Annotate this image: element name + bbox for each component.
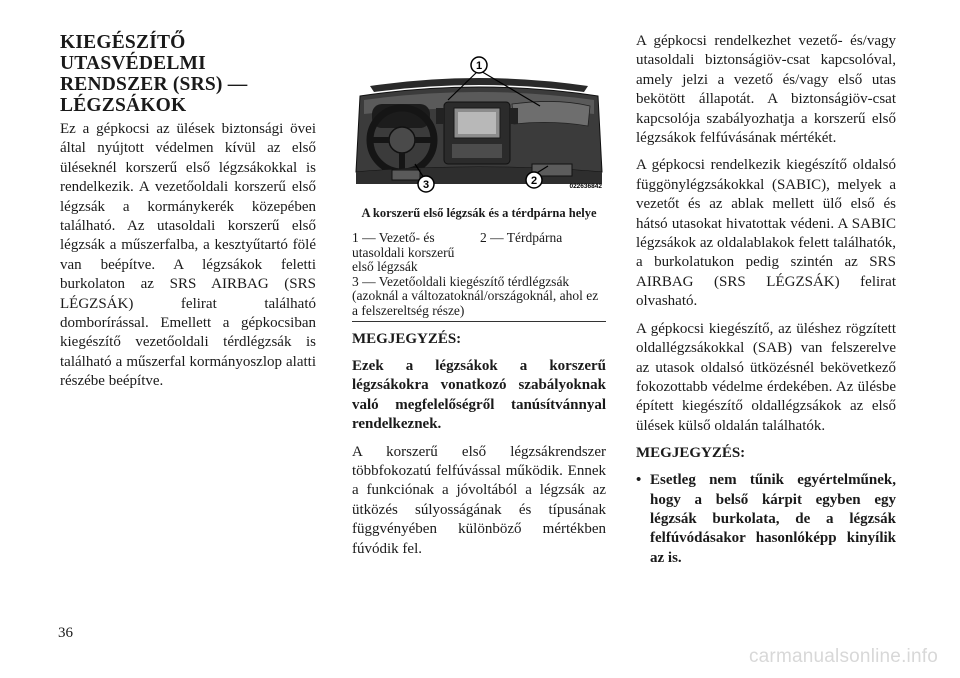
intro-paragraph: Ez a gépkocsi az ülések biztonsági övei által nyújtott védelmen kívül az első üléseknél korszerű első légzsákokkal is rendelkezik. A vezetőoldali korszerű első légzsák a kormánykerék közepében található. Az utasoldali korszerű első légzsák a műszerfalba, a kesztyűtartó fölé van beépítve. A légzsákok feletti burkolaton az SRS AIRBAG (SRS LÉGZSÁK) felirat található domborírással. Emellett a gépkocsiban kiegészítő vezetőoldali térdlégzsák is található a műszerfal kormányoszlop alatti részébe beépítve. — [60, 121, 316, 390]
sabic-paragraph: A gépkocsi rendelkezik kiegészítő oldalsó függönylégzsákokkal (SABIC), melyek a vezetőt és az ablak mellett ülő első és hátsó utasokat hivatottak védeni. A SABIC légzsákok az oldalablakok felett találhatók, a burkolatukon pedig szintén az SRS AIRBAG (SRS LÉGZSÁK) felirat olvasható. — [636, 157, 896, 310]
page-number: 36 — [58, 625, 73, 641]
section-title — [60, 32, 316, 116]
callout-2-label: 2 — [530, 175, 538, 187]
left-column — [60, 32, 316, 392]
figure-legend — [352, 231, 606, 322]
legend-item-2: 2 — Térdpárna — [480, 230, 563, 245]
callout-3-label: 3 — [422, 179, 430, 191]
figure-code: 022636842 — [569, 183, 602, 190]
legend-item-1: 1 — Vezető- és utasoldali korszerű első légzsák — [352, 230, 455, 274]
legend-divider — [352, 321, 606, 322]
note-heading-2: MEGJEGYZÉS: — [636, 445, 746, 462]
callout-1-label: 1 — [475, 60, 483, 72]
title-line: UTASVÉDELMI — [60, 53, 206, 74]
dashboard-illustration — [352, 52, 606, 202]
note-bullet — [636, 471, 896, 568]
dashboard-figure — [352, 52, 606, 202]
title-line: RENDSZER (SRS) — — [60, 74, 248, 95]
right-column — [636, 32, 896, 568]
watermark: carmanualsonline.info — [748, 646, 938, 667]
note-body: Ezek a légzsákok a korszerű légzsákokra vonatkozó szabályoknak való megfelelőségről tanúsítvánnyal rendelkeznek. — [352, 358, 606, 433]
title-line: KIEGÉSZÍTŐ — [60, 32, 186, 53]
legend-item-3: 3 — Vezetőoldali kiegészítő térdlégzsák (azoknál a változatoknál/országoknál, ahol ez a felszereltség része) — [352, 273, 599, 318]
figure-caption: A korszerű első légzsák és a térdpárna helye — [361, 206, 597, 220]
seatbelt-switch-paragraph: A gépkocsi rendelkezhet vezető- és/vagy utasoldali biztonságiöv-csat kapcsolóval, amely jelzi a vezető és/vagy első utas bekötött állapotát. A biztonságiöv-csat kapcsolója szabályozhatja a korszerű első légzsákok felfúvásának mértékét. — [636, 33, 896, 147]
bullet-icon: • — [636, 472, 642, 489]
bullet-text: Esetleg nem tűnik egyértelműnek, hogy a belső kárpit egyben egy légzsák burkolata, de a légzsák felfúvódásakor hasonlóképp kinyílik az is. — [650, 472, 896, 566]
multistage-paragraph: A korszerű első légzsákrendszer többfokozatú felfúvással működik. Ennek a funkciónak a jóvoltából a légzsák az ütközés súlyosságának és típusának függvényében különböző mértékben fúvódik fel. — [352, 443, 606, 557]
title-line: LÉGZSÁKOK — [60, 95, 187, 116]
sab-paragraph: A gépkocsi kiegészítő, az üléshez rögzített oldallégzsákokkal (SAB) van felszerelve az utasok oldalsó ütközésnél bekövetkező fokozottabb védelme érdekében. Az ülésbe épített kiegészítő oldallégzsákok az első ülések külső oldalán találhatók. — [636, 320, 896, 434]
note-heading: MEGJEGYZÉS: — [352, 331, 462, 347]
middle-column — [352, 44, 606, 559]
